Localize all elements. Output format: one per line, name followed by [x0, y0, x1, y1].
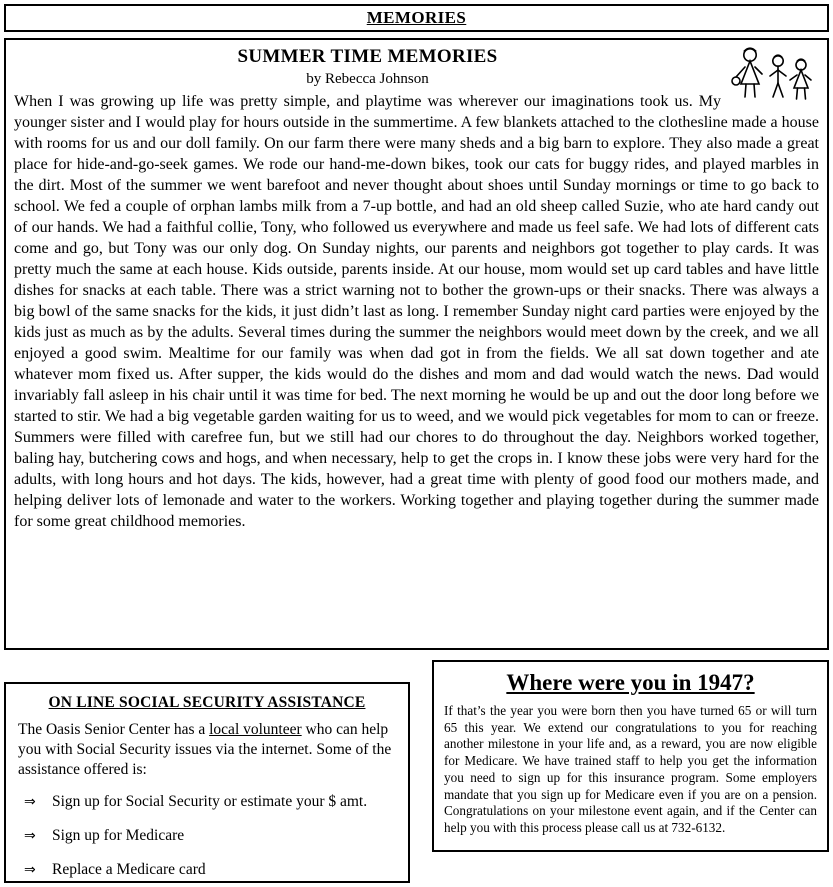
where-1947-title: Where were you in 1947? — [506, 670, 755, 695]
social-security-title: ON LINE SOCIAL SECURITY ASSISTANCE — [48, 694, 366, 711]
article-byline: by Rebecca Johnson — [306, 71, 429, 87]
where-were-you-1947-box — [432, 660, 829, 852]
summer-memories-article — [4, 38, 829, 650]
page-title: MEMORIES — [366, 8, 467, 27]
article-title: SUMMER TIME MEMORIES — [237, 46, 498, 67]
memories-header-box — [4, 4, 829, 32]
family-clipart-icon — [731, 46, 817, 104]
article-body: When I was growing up life was pretty simple, and playtime was wherever our imaginations took us. My younger sister and I would play for hours outside in the summertime. A few blankets attached to the clothesline made a house with rooms for us and our doll family. On our farm there were many sheds and a big barn to explore. They also made a great place for hide-and-go-seek games. We rode our hand-me-down bikes, took our cats for buggy rides, and played marbles in the dirt. Most of the summer we went barefoot and never thought about shoes until Sunday mornings or time to go back to school. We fed a couple of orphan lambs milk from a 7-up bottle, and had an old sheep called Suzie, who ate hard candy out of our hands. We had a faithful collie, Tony, who followed us everywhere and made us feel safe. We had lots of different cats come and go, but Tony was our only dog. On Sunday nights, our parents and neighbors got together to play cards. It was pretty much the same at each house. Kids outside, parents inside. At our house, mom would set up card tables and have little dishes for snacks at each table. There was a strict warning not to bother the grown-ups or their snacks. There was always a big bowl of the same snacks for the kids, it just didn’t last as long. I remember Sunday night card parties were enjoyed by the kids just as much as by the adults. Several times during the summer the neighbors would meet down by the creek, and we all enjoyed a good swim. Mealtime for our family was when dad got in from the fields. We all sat down together and ate whatever mom fixed us. After supper, the kids would do the dishes and mom and dad would watch the news. Dad would invariably fall asleep in his chair until it was time for bed. The next morning he would be up and out the door long before we started to stir. We had a big vegetable garden waiting for us to weed, and we would pick vegetables for mom to can or freeze. Summers were filled with carefree fun, but we still had our chores to do throughout the day. Neighbors worked together, baling hay, butchering cows and hogs, and when necessary, help to get the crops in. I know these jobs were very hard for the adults, with long hours and hot days. The kids, however, had a great time with plenty of good food our mothers made, and helping deliver lots of lemonade and water to the workers. Working together and playing together during the summer made for some great childhood memories. — [14, 93, 819, 530]
where-1947-body: If that’s the year you were born then you have turned 65 or will turn 65 this year. We extend our congratulations to you for reaching another milestone in your life and, as a reward, you are now eligible for Medicare. We have trained staff to help you get the information you need to sign up for this insurance program. Some employers mandate that you sign up for Medicare even if you are on a pension. Congratulations on your milestone event again, and if the Center can help you with this process please call us at 732-6132. — [444, 703, 817, 835]
social-security-intro — [18, 720, 396, 780]
arrow-bullet-icon: ⇒ — [24, 794, 36, 810]
bullet-text: Replace a Medicare card — [52, 861, 206, 878]
list-item — [24, 792, 396, 812]
bullet-text: Sign up for Medicare — [52, 827, 185, 844]
arrow-bullet-icon: ⇒ — [24, 828, 36, 844]
intro-text-after: who can help you with Social Security issues via the internet. Some of the assistance offered is: — [18, 721, 392, 778]
intro-text-before: The Oasis Senior Center has a — [18, 721, 210, 738]
bullet-text: Sign up for Social Security or estimate your $ amt. — [52, 793, 368, 810]
social-security-assistance-box — [4, 682, 410, 883]
local-volunteer-underline: local volunteer — [209, 721, 302, 738]
list-item — [24, 860, 396, 880]
arrow-bullet-icon: ⇒ — [24, 862, 36, 878]
list-item — [24, 826, 396, 846]
